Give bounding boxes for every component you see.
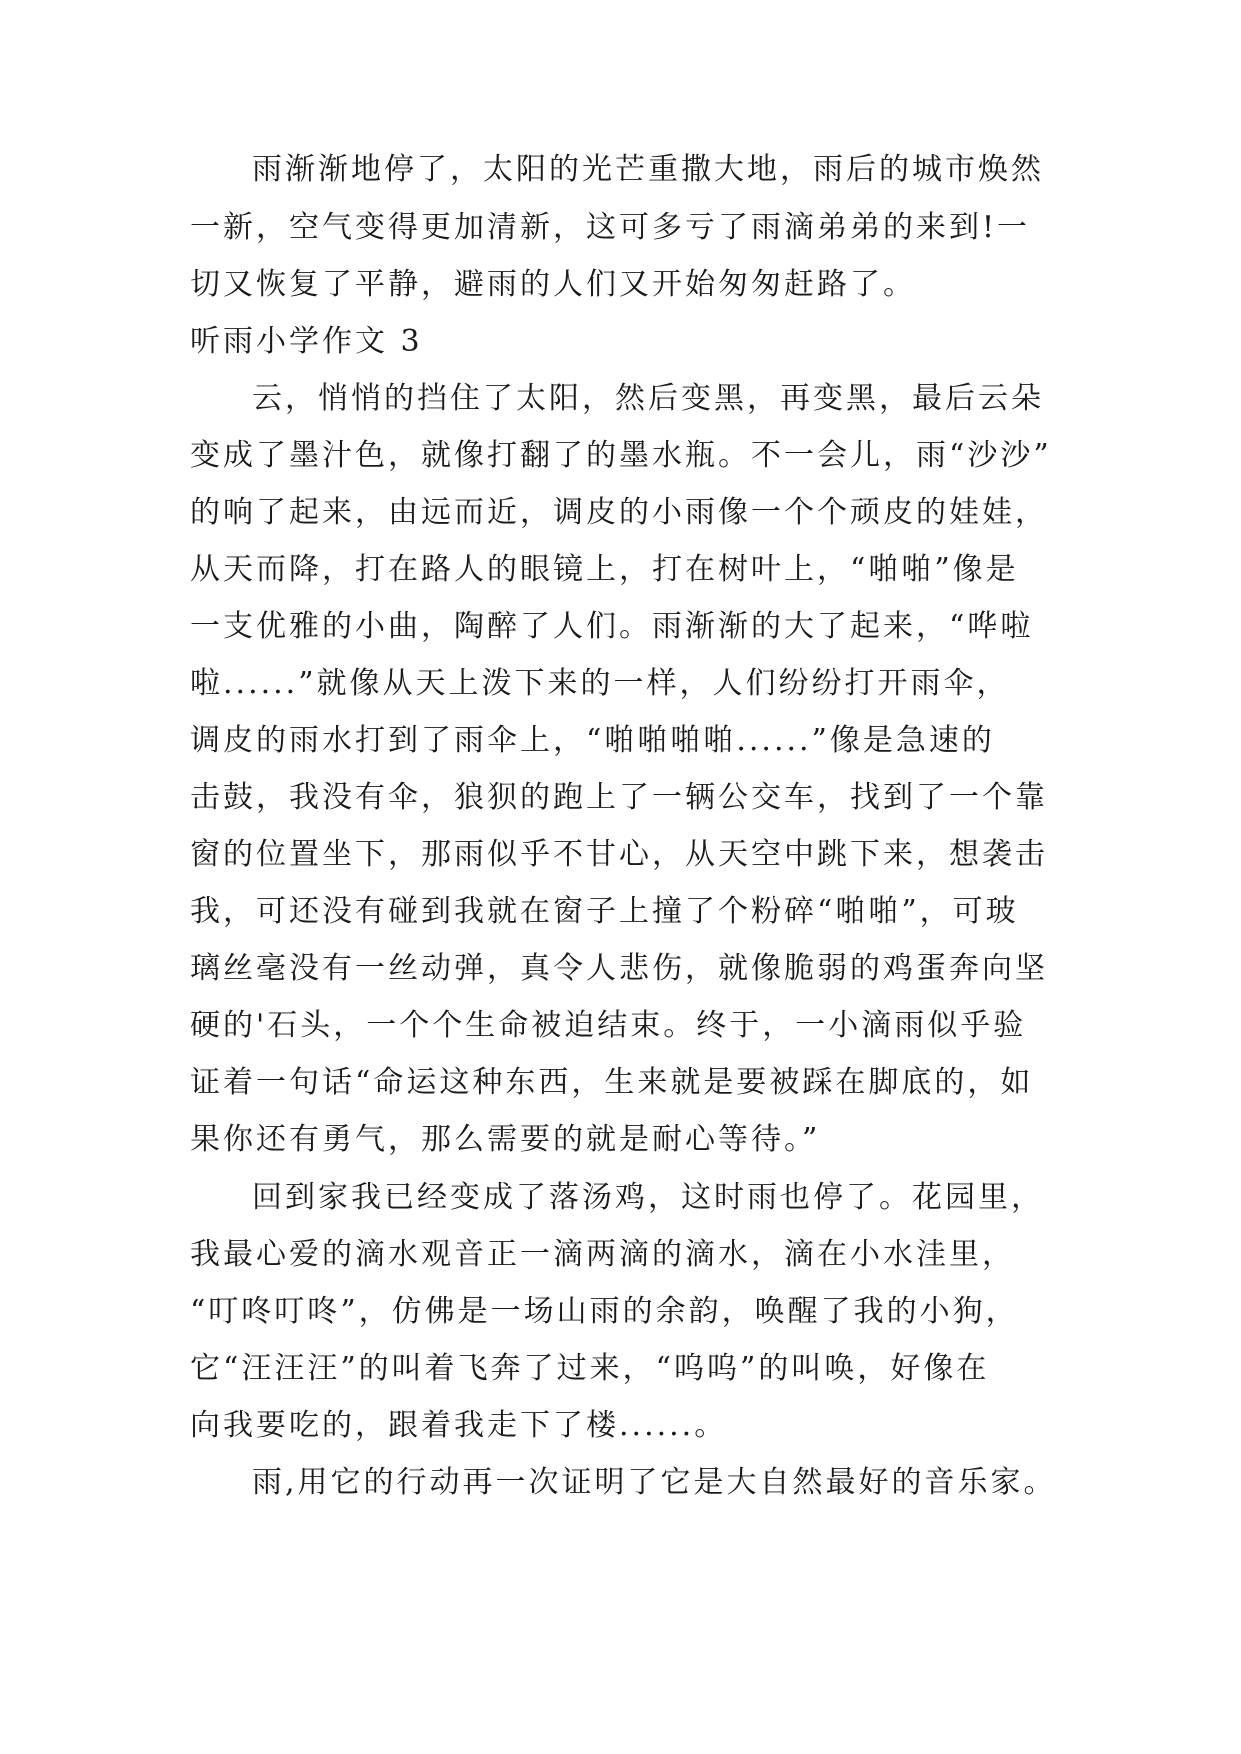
paragraph-2-line-3: 的响了起来，由远而近，调皮的小雨像一个个顽皮的娃娃， [190, 495, 1048, 530]
paragraph-2-line-14: 果你还有勇气，那么需要的就是耐心等待。” [190, 1122, 821, 1157]
paragraph-2-line-5: 一支优雅的小曲，陶醉了人们。雨渐渐的大了起来，“哗啦 [190, 609, 1034, 644]
paragraph-3-line-1: 回到家我已经变成了落汤鸡，这时雨也停了。花园里， [252, 1180, 1044, 1215]
paragraph-2-line-1: 云，悄悄的挡住了太阳，然后变黑，再变黑，最后云朵 [252, 381, 1044, 416]
paragraph-2-line-2: 变成了墨汁色，就像打翻了的墨水瓶。不一会儿，雨“沙沙” [190, 438, 1052, 473]
paragraph-2-line-10: 我，可还没有碰到我就在窗子上撞了个粉碎“啪啪”，可玻 [190, 894, 1019, 929]
paragraph-1-line-1: 雨渐渐地停了，太阳的光芒重撒大地，雨后的城市焕然 [252, 152, 1044, 187]
paragraph-2-line-13: 证着一句话“命运这种东西，生来就是要被踩在脚底的，如 [190, 1065, 1034, 1100]
paragraph-2-line-7: 调皮的雨水打到了雨伞上，“啪啪啪啪......”像是急速的 [190, 723, 995, 758]
paragraph-1-line-3: 切又恢复了平静，避雨的人们又开始匆匆赶路了。 [190, 267, 916, 302]
paragraph-3-line-4: 它“汪汪汪”的叫着飞奔了过来，“呜呜”的叫唤，好像在 [190, 1351, 990, 1386]
paragraph-2-line-12: 硬的'石头，一个个生命被迫结束。终于，一小滴雨似乎验 [190, 1008, 1027, 1043]
paragraph-2-line-9: 窗的位置坐下，那雨似乎不甘心，从天空中跳下来，想袭击 [190, 837, 1048, 872]
paragraph-1-line-2: 一新，空气变得更加清新，这可多亏了雨滴弟弟的来到!一 [190, 210, 1031, 245]
paragraph-3-line-2: 我最心爱的滴水观音正一滴两滴的滴水，滴在小水洼里， [190, 1237, 1015, 1272]
paragraph-2-line-8: 击鼓，我没有伞，狼狈的跑上了一辆公交车，找到了一个靠 [190, 780, 1048, 815]
paragraph-4-line-1: 雨,用它的行动再一次证明了它是大自然最好的音乐家。 [252, 1465, 1057, 1500]
paragraph-3-line-5: 向我要吃的，跟着我走下了楼......。 [190, 1408, 728, 1443]
paragraph-2-line-6: 啦......”就像从天上泼下来的一样，人们纷纷打开雨伞， [190, 666, 1010, 701]
paragraph-3-line-3: “叮咚叮咚”，仿佛是一场山雨的余韵，唤醒了我的小狗， [190, 1294, 1019, 1329]
paragraph-2-line-11: 璃丝毫没有一丝动弹，真令人悲伤，就像脆弱的鸡蛋奔向坚 [190, 951, 1048, 986]
section-heading: 听雨小学作文 3 [190, 324, 423, 359]
paragraph-2-line-4: 从天而降，打在路人的眼镜上，打在树叶上，“啪啪”像是 [190, 552, 1019, 587]
